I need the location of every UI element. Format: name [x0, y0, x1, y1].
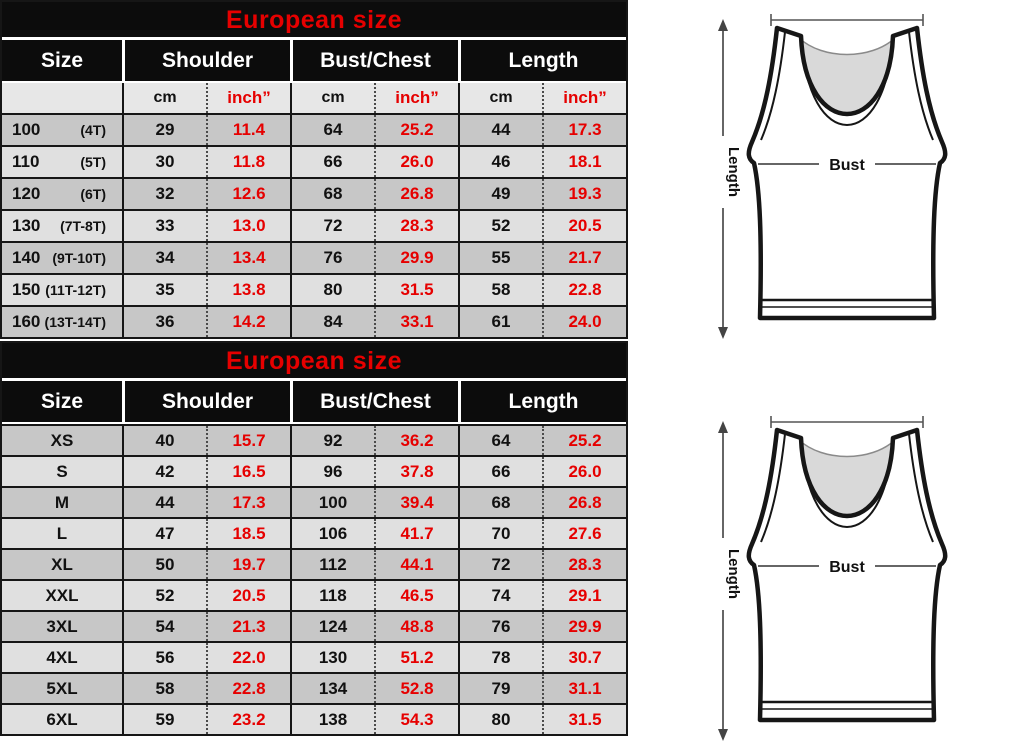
size-number: 100 — [12, 120, 41, 139]
inch-value-cell: 25.2 — [374, 115, 458, 145]
inch-value-cell: 28.3 — [374, 211, 458, 241]
table-row — [2, 641, 626, 672]
cm-value-cell: 79 — [458, 674, 542, 703]
inch-value-cell: 23.2 — [206, 705, 290, 734]
size-cell — [2, 147, 122, 177]
size-age-tag: (7T-8T) — [60, 218, 106, 234]
inch-value-cell: 20.5 — [542, 211, 626, 241]
unit-label-cm: cm — [290, 83, 374, 113]
cm-value-cell: 46 — [458, 147, 542, 177]
column-header-shoulder: Shoulder — [122, 381, 290, 422]
table-row — [2, 209, 626, 241]
inch-value-cell: 51.2 — [374, 643, 458, 672]
size-cell: 4XL — [46, 647, 78, 667]
cm-value-cell: 70 — [458, 519, 542, 548]
inch-value-cell: 11.8 — [206, 147, 290, 177]
unit-label-inch: inch” — [374, 83, 458, 113]
cm-value-cell: 29 — [122, 115, 206, 145]
inch-value-cell: 19.3 — [542, 179, 626, 209]
inch-value-cell: 31.5 — [374, 275, 458, 305]
cm-value-cell: 74 — [458, 581, 542, 610]
table-body — [2, 424, 626, 734]
inch-value-cell: 13.0 — [206, 211, 290, 241]
cm-value-cell: 72 — [458, 550, 542, 579]
cm-value-cell: 33 — [122, 211, 206, 241]
inch-value-cell: 21.3 — [206, 612, 290, 641]
size-number: 140 — [12, 248, 41, 267]
size-cell — [2, 307, 122, 337]
cm-value-cell: 96 — [290, 457, 374, 486]
inch-value-cell: 19.7 — [206, 550, 290, 579]
unit-label-inch: inch” — [542, 83, 626, 113]
inch-value-cell: 27.6 — [542, 519, 626, 548]
column-header-size: Size — [40, 48, 84, 72]
shoulder-measure-line — [771, 14, 923, 26]
size-cell: XS — [50, 430, 74, 450]
inch-value-cell: 37.8 — [374, 457, 458, 486]
unit-row — [2, 83, 626, 113]
inch-value-cell: 12.6 — [206, 179, 290, 209]
inch-value-cell: 29.1 — [542, 581, 626, 610]
size-table-adults — [0, 341, 628, 736]
cm-value-cell: 66 — [458, 457, 542, 486]
column-header-bust-chest: Bust/Chest — [290, 381, 458, 422]
table-row — [2, 177, 626, 209]
cm-value-cell: 100 — [290, 488, 374, 517]
inch-value-cell: 39.4 — [374, 488, 458, 517]
size-number: 150 — [12, 280, 41, 299]
inch-value-cell: 17.3 — [542, 115, 626, 145]
inch-value-cell: 31.5 — [542, 705, 626, 734]
size-table-kids — [0, 0, 628, 339]
inch-value-cell: 54.3 — [374, 705, 458, 734]
inch-value-cell: 29.9 — [542, 612, 626, 641]
table-title: European size — [2, 2, 626, 40]
inch-value-cell: 26.8 — [542, 488, 626, 517]
unit-label-inch: inch” — [206, 83, 290, 113]
tank-top-diagram — [701, 414, 951, 744]
cm-value-cell: 54 — [122, 612, 206, 641]
table-row — [2, 610, 626, 641]
cm-value-cell: 40 — [122, 426, 206, 455]
inch-value-cell: 18.5 — [206, 519, 290, 548]
inch-value-cell: 25.2 — [542, 426, 626, 455]
inch-value-cell: 48.8 — [374, 612, 458, 641]
inch-value-cell: 22.8 — [206, 674, 290, 703]
cm-value-cell: 59 — [122, 705, 206, 734]
inch-value-cell: 21.7 — [542, 243, 626, 273]
cm-value-cell: 138 — [290, 705, 374, 734]
cm-value-cell: 80 — [458, 705, 542, 734]
cm-value-cell: 68 — [290, 179, 374, 209]
inch-value-cell: 13.4 — [206, 243, 290, 273]
bust-label: Bust — [829, 157, 865, 174]
cm-value-cell: 72 — [290, 211, 374, 241]
table-row — [2, 548, 626, 579]
column-header-bust-chest: Bust/Chest — [290, 40, 458, 81]
tank-top-drawing — [701, 12, 951, 342]
inch-value-cell: 22.0 — [206, 643, 290, 672]
size-cell: S — [56, 461, 68, 481]
cm-value-cell: 47 — [122, 519, 206, 548]
cm-value-cell: 66 — [290, 147, 374, 177]
diagrams-column — [628, 0, 1024, 750]
table-header-row — [2, 40, 626, 83]
table-row — [2, 241, 626, 273]
size-number: 130 — [12, 216, 41, 235]
cm-value-cell: 64 — [458, 426, 542, 455]
unit-size-spacer — [2, 83, 122, 113]
cm-value-cell: 44 — [458, 115, 542, 145]
table-row — [2, 305, 626, 337]
cm-value-cell: 58 — [458, 275, 542, 305]
cm-value-cell: 118 — [290, 581, 374, 610]
size-cell — [2, 179, 122, 209]
cm-value-cell: 42 — [122, 457, 206, 486]
size-age-tag: (13T-14T) — [44, 314, 106, 330]
inch-value-cell: 52.8 — [374, 674, 458, 703]
table-row — [2, 703, 626, 734]
table-row — [2, 424, 626, 455]
table-header-row — [2, 381, 626, 424]
cm-value-cell: 124 — [290, 612, 374, 641]
inch-value-cell: 15.7 — [206, 426, 290, 455]
cm-value-cell: 76 — [290, 243, 374, 273]
inch-value-cell: 29.9 — [374, 243, 458, 273]
size-cell — [2, 275, 122, 305]
size-cell — [2, 211, 122, 241]
cm-value-cell: 52 — [458, 211, 542, 241]
inch-value-cell: 22.8 — [542, 275, 626, 305]
cm-value-cell: 112 — [290, 550, 374, 579]
size-cell: M — [54, 492, 70, 512]
cm-value-cell: 56 — [122, 643, 206, 672]
cm-value-cell: 76 — [458, 612, 542, 641]
size-cell: 5XL — [46, 678, 78, 698]
size-cell: XL — [51, 554, 73, 574]
cm-value-cell: 44 — [122, 488, 206, 517]
size-cell: 6XL — [46, 709, 78, 729]
shoulder-measure-line — [771, 416, 923, 428]
table-row — [2, 486, 626, 517]
column-header-length: Length — [458, 381, 626, 422]
size-number: 120 — [12, 184, 41, 203]
inch-value-cell: 24.0 — [542, 307, 626, 337]
inch-value-cell: 33.1 — [374, 307, 458, 337]
size-cell — [2, 115, 122, 145]
inch-value-cell: 31.1 — [542, 674, 626, 703]
size-number: 110 — [12, 152, 40, 171]
table-row — [2, 517, 626, 548]
cm-value-cell: 106 — [290, 519, 374, 548]
cm-value-cell: 68 — [458, 488, 542, 517]
inch-value-cell: 44.1 — [374, 550, 458, 579]
inch-value-cell: 46.5 — [374, 581, 458, 610]
cm-value-cell: 35 — [122, 275, 206, 305]
bust-label: Bust — [829, 559, 865, 576]
table-row — [2, 273, 626, 305]
size-age-tag: (6T) — [80, 186, 106, 202]
column-header-size: Size — [40, 389, 84, 413]
size-cell — [2, 243, 122, 273]
cm-value-cell: 55 — [458, 243, 542, 273]
cm-value-cell: 36 — [122, 307, 206, 337]
cm-value-cell: 84 — [290, 307, 374, 337]
table-title: European size — [2, 343, 626, 381]
tank-top-drawing — [701, 414, 951, 744]
cm-value-cell: 92 — [290, 426, 374, 455]
table-body — [2, 113, 626, 337]
cm-value-cell: 34 — [122, 243, 206, 273]
size-age-tag: (11T-12T) — [45, 282, 106, 298]
size-cell: XXL — [45, 585, 79, 605]
inch-value-cell: 11.4 — [206, 115, 290, 145]
unit-label-cm: cm — [122, 83, 206, 113]
cm-value-cell: 58 — [122, 674, 206, 703]
table-row — [2, 113, 626, 145]
inch-value-cell: 18.1 — [542, 147, 626, 177]
table-row — [2, 455, 626, 486]
length-label: Length — [725, 147, 742, 197]
inch-value-cell: 20.5 — [206, 581, 290, 610]
cm-value-cell: 80 — [290, 275, 374, 305]
cm-value-cell: 52 — [122, 581, 206, 610]
table-row — [2, 579, 626, 610]
cm-value-cell: 49 — [458, 179, 542, 209]
unit-label-cm: cm — [458, 83, 542, 113]
inch-value-cell: 26.0 — [542, 457, 626, 486]
cm-value-cell: 50 — [122, 550, 206, 579]
size-age-tag: (4T) — [80, 122, 106, 138]
size-age-tag: (9T-10T) — [52, 250, 106, 266]
size-number: 160 — [12, 312, 41, 331]
column-header-shoulder: Shoulder — [122, 40, 290, 81]
inch-value-cell: 36.2 — [374, 426, 458, 455]
size-cell: L — [56, 523, 68, 543]
inch-value-cell: 30.7 — [542, 643, 626, 672]
size-cell: 3XL — [46, 616, 78, 636]
inch-value-cell: 28.3 — [542, 550, 626, 579]
inch-value-cell: 14.2 — [206, 307, 290, 337]
cm-value-cell: 32 — [122, 179, 206, 209]
cm-value-cell: 78 — [458, 643, 542, 672]
cm-value-cell: 130 — [290, 643, 374, 672]
cm-value-cell: 134 — [290, 674, 374, 703]
cm-value-cell: 61 — [458, 307, 542, 337]
cm-value-cell: 64 — [290, 115, 374, 145]
inch-value-cell: 26.8 — [374, 179, 458, 209]
length-label: Length — [725, 549, 742, 599]
size-age-tag: (5T) — [80, 154, 106, 170]
cm-value-cell: 30 — [122, 147, 206, 177]
inch-value-cell: 16.5 — [206, 457, 290, 486]
inch-value-cell: 17.3 — [206, 488, 290, 517]
inch-value-cell: 13.8 — [206, 275, 290, 305]
table-row — [2, 145, 626, 177]
column-header-length: Length — [458, 40, 626, 81]
inch-value-cell: 26.0 — [374, 147, 458, 177]
table-row — [2, 672, 626, 703]
tank-top-diagram — [701, 12, 951, 342]
inch-value-cell: 41.7 — [374, 519, 458, 548]
